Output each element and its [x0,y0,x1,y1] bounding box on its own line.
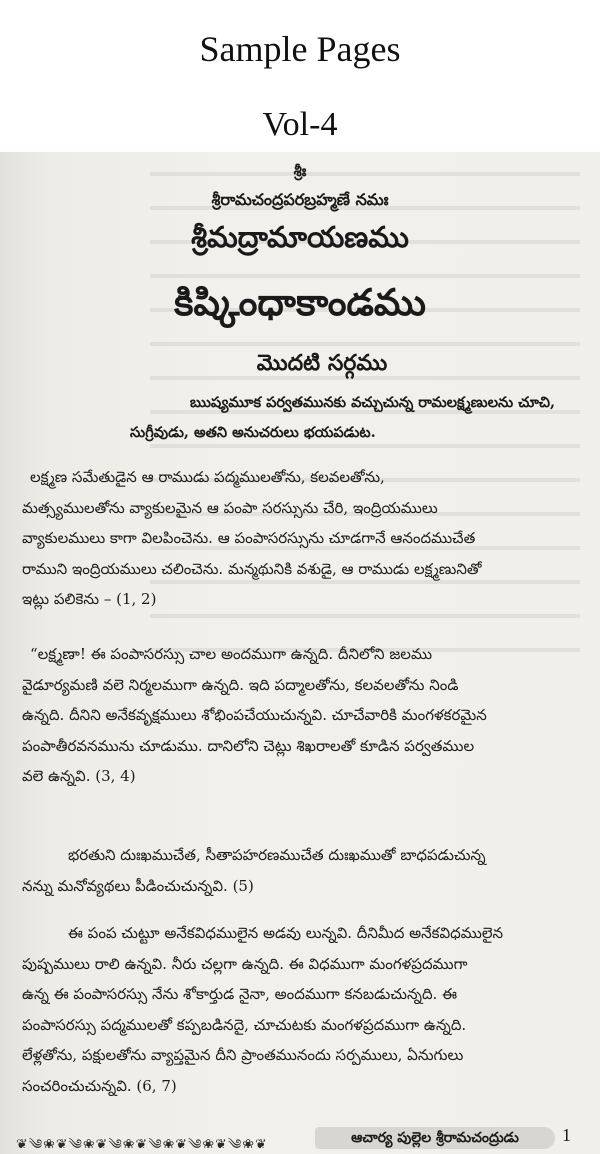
page-number: 1 [562,1125,571,1145]
paragraph-2 [22,639,588,792]
summary-text: సుగ్రీవుడు, అతని అనుచరులు భయపడుట. [130,424,376,441]
paragraph-4 [22,918,588,1101]
book-page [0,152,600,1154]
volume-title: Vol-4 [262,106,338,143]
paragraph-line: ఈ పంప చుట్టూ అనేకవిధములైన అడవు లున్నవి. దీనిమీద అనేకవిధములైన [68,924,503,942]
paragraph-line: ఇట్లు పలికెను – (1, 2) [22,590,157,608]
sample-pages-title: Sample Pages [199,29,401,69]
paragraph-line: మత్స్యములతోను వ్యాకులమైన ఆ పంపా సరస్సును చేరి, ఇంద్రియములు [22,498,438,517]
paragraph-line: నన్ను మనోవ్యథలు పీడించుచున్నవి. (5) [22,876,254,895]
summary-line-1 [190,394,590,415]
paragraph-line: ఉన్న ఈ పంపాసరస్సు నేను శోకార్తుడ నైనా, అందముగా కనబడుచున్నది. ఈ [22,985,457,1003]
paragraph-line: ఉన్నది. దీనిని అనేకవృక్షములు శోభింపచేయుచున్నవి. చూచేవారికి మంగళకరమైన [22,706,487,724]
paragraph-1 [22,462,588,615]
sample-header [0,0,600,152]
paragraph-line: వైడూర్యమణి వలె నిర్మలముగా ఉన్నది. ఇది పద్మాలతోను, కలవలతోను నిండి [22,675,459,694]
kanda-title: కిష్కింధాకాండము [174,280,426,324]
book-title: శ్రీమద్రామాయణము [191,220,409,254]
paragraph-line: వలె ఉన్నవి. (3, 4) [22,767,136,785]
paragraph-line: రాముని ఇంద్రియములు చలించెను. మన్మథునికి వశుడై, ఆ రాముడు లక్ష్మణునితో [22,559,482,578]
paragraph-line: “లక్ష్మణా! ఈ పంపాసరస్సు చాల అందముగా ఉన్నది. దీనిలోని జలము [30,645,433,663]
sri-heading: శ్రీః [293,162,307,180]
sarga-title: మొదటి సర్గము [256,350,388,376]
paragraph-line: పుష్పములు రాలి ఉన్నవి. నీరు చల్లగా ఉన్నది. ఈ విధముగా మంగళప్రదముగా [22,954,468,973]
page-footer [0,1124,600,1154]
paragraph-line: పంపాతీరవనమును చూడుము. దానిలోని చెట్లు శిఖరాలతో కూడిన పర్వతముల [22,736,475,755]
summary-line-2 [130,424,590,445]
paragraph-line: సంచరించుచున్నవి. (6, 7) [22,1076,177,1095]
invocation-line: శ్రీరామచంద్రపరబ్రహ్మణే నమః [211,190,389,209]
paragraph-line: వ్యాకులములు కాగా విలపించెను. ఆ పంపాసరస్సును చూడగానే ఆనందముచేత [22,529,476,547]
paragraph-line: లేళ్లతోను, పక్షులతోను వ్యాప్తమైన దీని ప్రాంతమునందు సర్పములు, ఏనుగులు [22,1046,464,1064]
paragraph-line: లక్ష్మణ సమేతుడైన ఆ రాముడు పద్మములతోను, కలవలతోను, [30,468,385,486]
floral-ornament-border: ❦༄❀❦༄❀❦༄❀❦༄❀❦༄❀❦༄❀❦ [16,1137,268,1148]
author-name-tab: ఆచార్య పుల్లెల శ్రీరామచంద్రుడు [315,1127,555,1149]
paragraph-line: పంపాసరస్సు పద్మములతో కప్పబడినదై, చూచుటకు మంగళప్రదముగా ఉన్నది. [22,1015,467,1034]
summary-text: ఋష్యమూక పర్వతమునకు వచ్చుచున్న రామలక్ష్మణులను చూచి, [190,394,556,411]
paragraph-line: భరతుని దుఃఖముచేత, సీతాపహరణముచేత దుఃఖముతో బాధపడుచున్న [68,846,486,864]
paragraph-3 [22,840,588,901]
